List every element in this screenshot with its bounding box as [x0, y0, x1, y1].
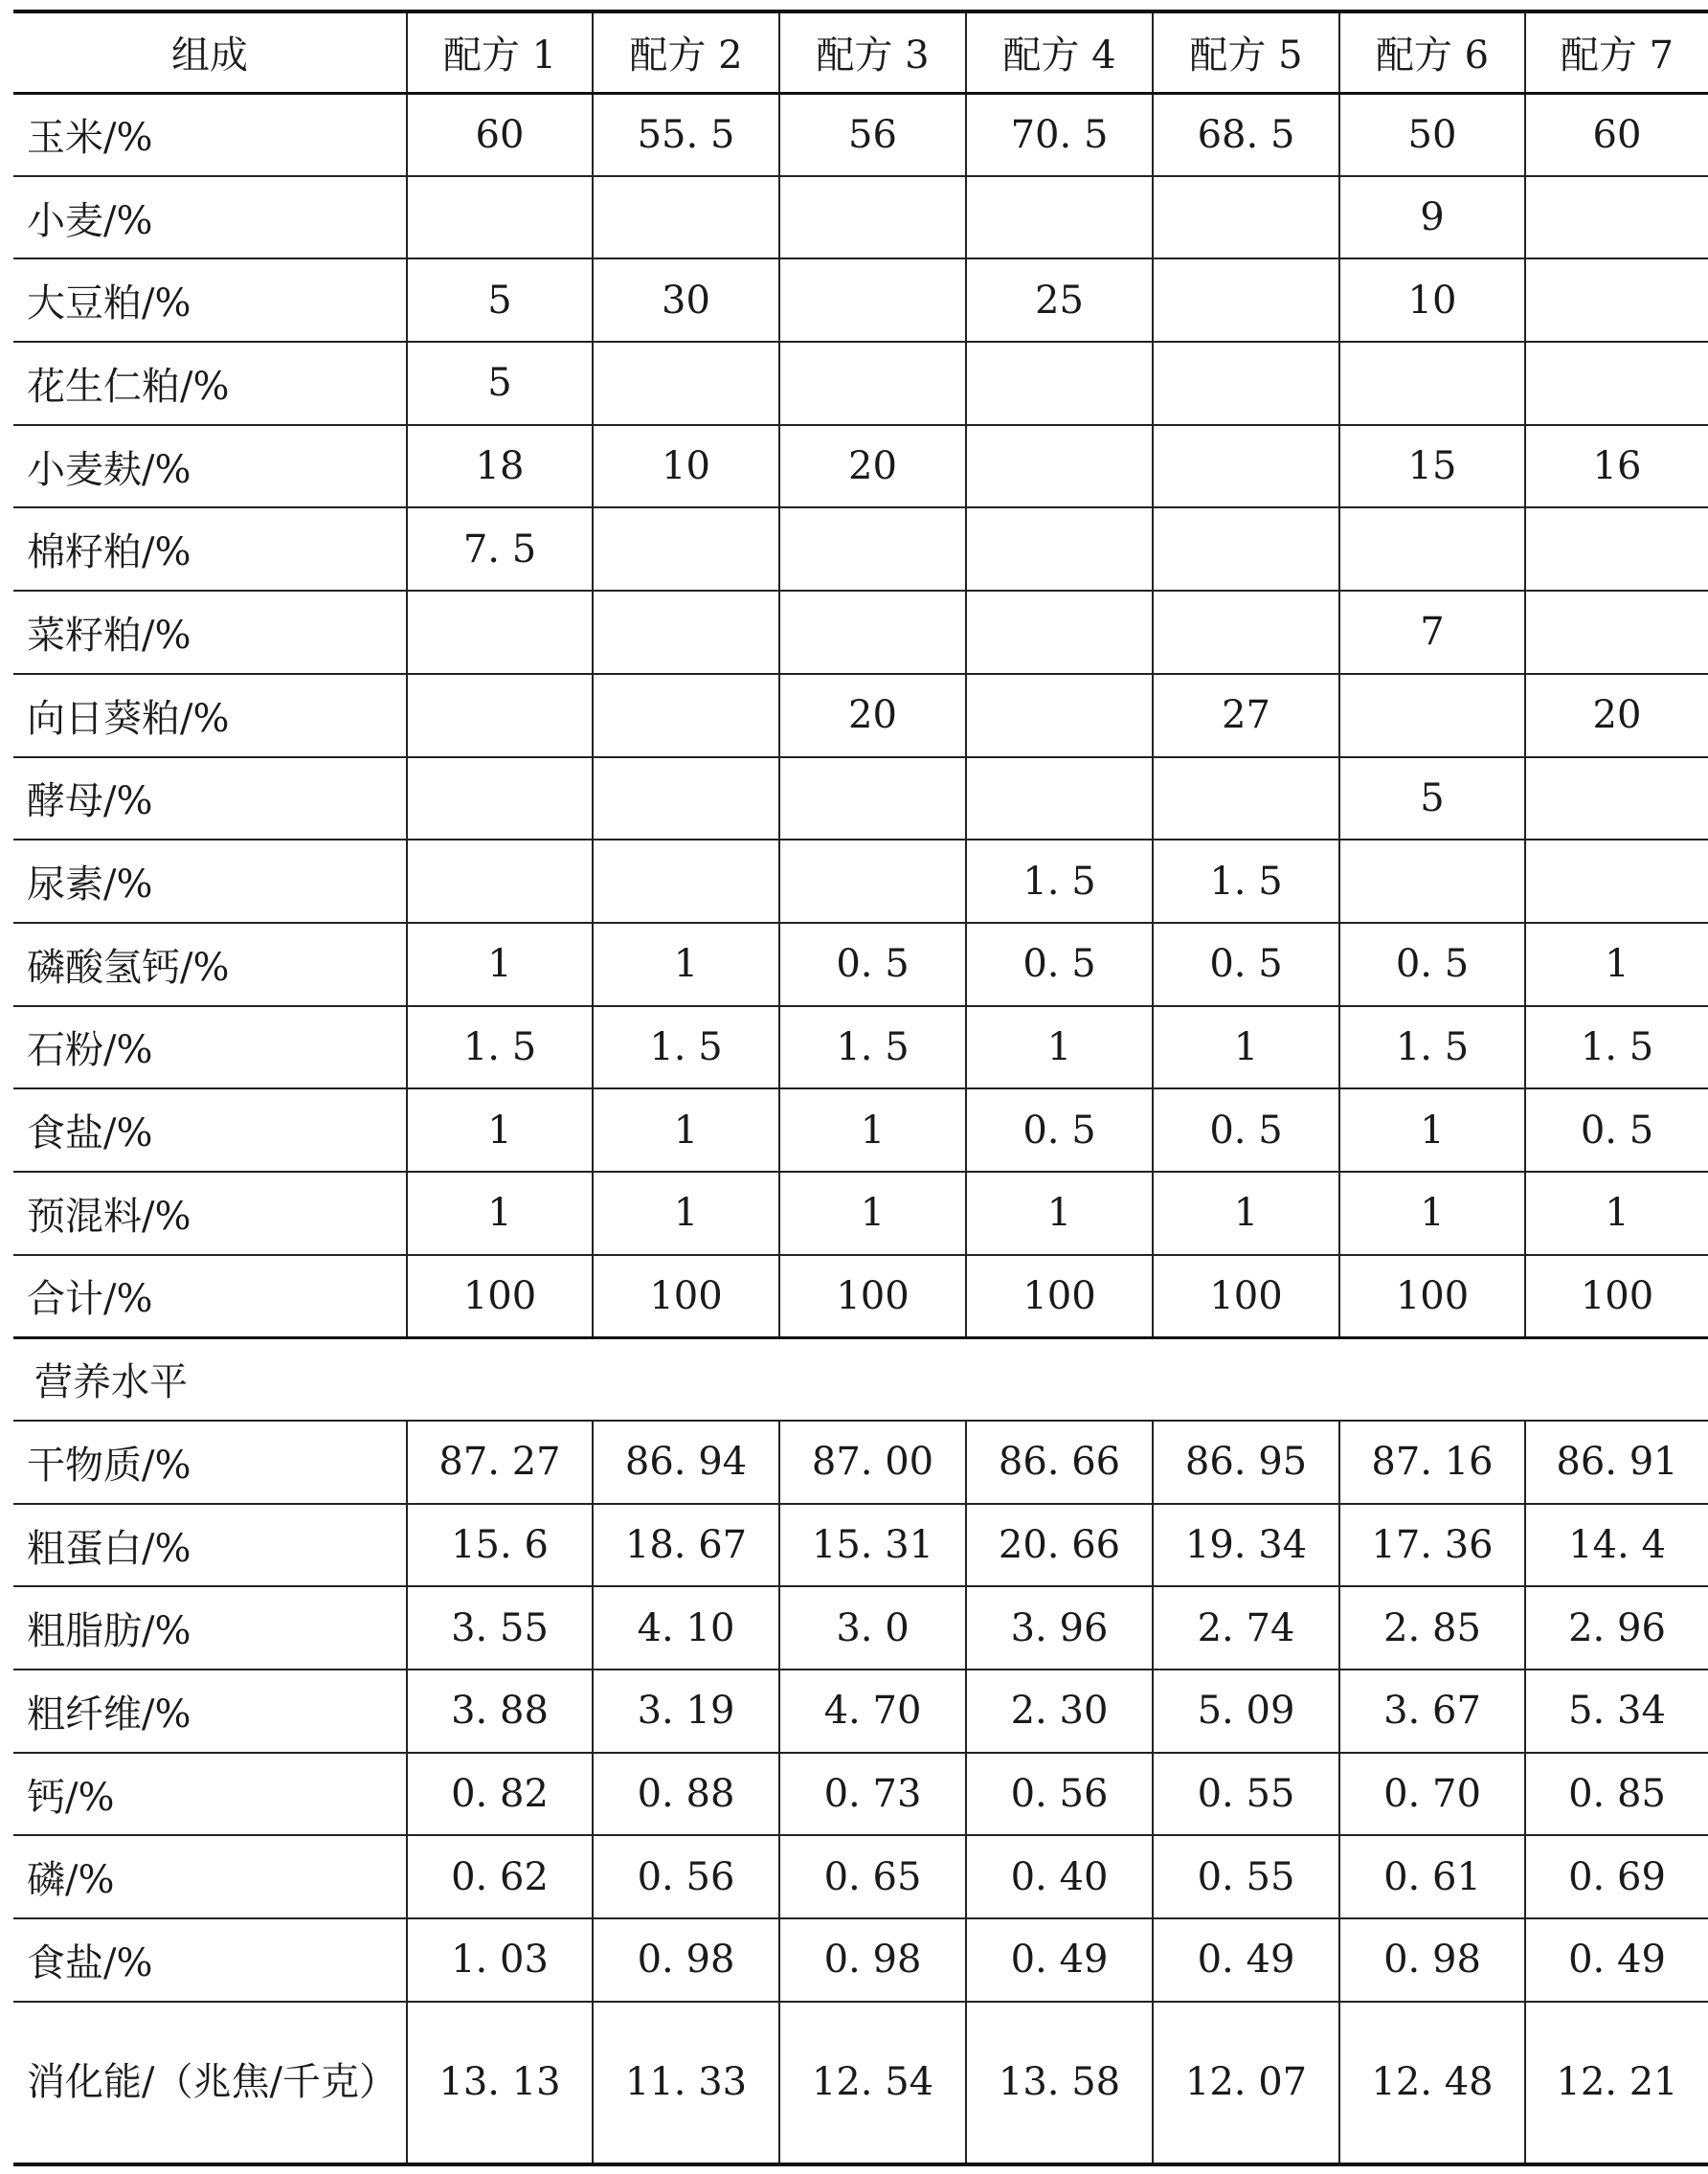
ingredient-row — [13, 1006, 1708, 1089]
value-cell: 0. 55 — [1153, 1835, 1339, 1918]
header-formula-6: 配方 6 — [1339, 11, 1525, 93]
feed-formula-table — [13, 10, 1708, 2166]
value-cell: 0. 69 — [1525, 1835, 1708, 1918]
value-cell — [1339, 342, 1525, 425]
header-formula-5: 配方 5 — [1153, 11, 1339, 93]
value-cell: 12. 54 — [779, 2002, 966, 2164]
value-cell: 100 — [407, 1255, 593, 1338]
value-cell: 0. 40 — [966, 1835, 1153, 1918]
value-cell: 15. 31 — [779, 1504, 966, 1587]
value-cell: 0. 56 — [593, 1835, 779, 1918]
header-formula-1: 配方 1 — [407, 11, 593, 93]
value-cell: 13. 58 — [966, 2002, 1153, 2164]
value-cell: 1 — [1339, 1088, 1525, 1172]
value-cell: 100 — [1339, 1255, 1525, 1338]
row-label: 大豆粕/% — [13, 258, 407, 342]
value-cell: 70. 5 — [966, 93, 1153, 176]
value-cell — [966, 342, 1153, 425]
value-cell — [966, 425, 1153, 508]
ingredient-row — [13, 1255, 1708, 1338]
value-cell: 2. 74 — [1153, 1586, 1339, 1670]
value-cell: 56 — [779, 93, 966, 176]
value-cell — [966, 674, 1153, 757]
section-label: 营养水平 — [13, 1337, 1708, 1421]
value-cell: 5 — [407, 258, 593, 342]
value-cell: 17. 36 — [1339, 1504, 1525, 1587]
value-cell: 1 — [966, 1172, 1153, 1255]
value-cell: 3. 55 — [407, 1586, 593, 1670]
value-cell: 1. 5 — [593, 1006, 779, 1089]
value-cell: 3. 88 — [407, 1670, 593, 1753]
value-cell: 13. 13 — [407, 2002, 593, 2164]
value-cell: 87. 00 — [779, 1421, 966, 1504]
value-cell: 0. 5 — [1153, 1088, 1339, 1172]
ingredient-row — [13, 923, 1708, 1006]
value-cell — [593, 840, 779, 923]
value-cell: 30 — [593, 258, 779, 342]
value-cell: 10 — [1339, 258, 1525, 342]
value-cell: 3. 0 — [779, 1586, 966, 1670]
value-cell: 1 — [407, 1088, 593, 1172]
value-cell: 86. 94 — [593, 1421, 779, 1504]
value-cell: 100 — [1525, 1255, 1708, 1338]
value-cell: 0. 88 — [593, 1753, 779, 1836]
value-cell — [1525, 342, 1708, 425]
value-cell: 7 — [1339, 591, 1525, 674]
value-cell: 4. 10 — [593, 1586, 779, 1670]
header-formula-7: 配方 7 — [1525, 11, 1708, 93]
nutrient-row — [13, 2002, 1708, 2164]
value-cell — [407, 591, 593, 674]
value-cell: 4. 70 — [779, 1670, 966, 1753]
nutrient-row — [13, 1421, 1708, 1504]
value-cell: 15. 6 — [407, 1504, 593, 1587]
row-label: 粗纤维/% — [13, 1670, 407, 1753]
value-cell — [593, 674, 779, 757]
row-label: 磷/% — [13, 1835, 407, 1918]
value-cell: 2. 85 — [1339, 1586, 1525, 1670]
row-label: 粗蛋白/% — [13, 1504, 407, 1587]
value-cell: 7. 5 — [407, 507, 593, 591]
value-cell: 86. 91 — [1525, 1421, 1708, 1504]
section-row — [13, 1337, 1708, 1421]
ingredient-row — [13, 674, 1708, 757]
value-cell: 87. 27 — [407, 1421, 593, 1504]
value-cell: 1 — [593, 1088, 779, 1172]
ingredient-row — [13, 1172, 1708, 1255]
value-cell: 1 — [1153, 1172, 1339, 1255]
nutrient-row — [13, 1835, 1708, 1918]
nutrient-row — [13, 1586, 1708, 1670]
value-cell: 0. 73 — [779, 1753, 966, 1836]
row-label: 消化能/（兆焦/千克） — [13, 2002, 407, 2164]
header-formula-3: 配方 3 — [779, 11, 966, 93]
value-cell: 12. 07 — [1153, 2002, 1339, 2164]
value-cell: 1 — [593, 1172, 779, 1255]
value-cell: 1 — [593, 923, 779, 1006]
value-cell: 1 — [779, 1172, 966, 1255]
value-cell: 55. 5 — [593, 93, 779, 176]
value-cell: 2. 30 — [966, 1670, 1153, 1753]
value-cell: 0. 5 — [1339, 923, 1525, 1006]
row-label: 棉籽粕/% — [13, 507, 407, 591]
value-cell: 1. 5 — [966, 840, 1153, 923]
row-label: 菜籽粕/% — [13, 591, 407, 674]
value-cell: 3. 96 — [966, 1586, 1153, 1670]
value-cell — [593, 591, 779, 674]
value-cell: 25 — [966, 258, 1153, 342]
value-cell: 60 — [407, 93, 593, 176]
value-cell: 14. 4 — [1525, 1504, 1708, 1587]
value-cell: 5. 34 — [1525, 1670, 1708, 1753]
value-cell: 1 — [1525, 1172, 1708, 1255]
value-cell: 19. 34 — [1153, 1504, 1339, 1587]
value-cell — [966, 176, 1153, 259]
row-label: 石粉/% — [13, 1006, 407, 1089]
value-cell: 1 — [779, 1088, 966, 1172]
value-cell: 1. 5 — [1339, 1006, 1525, 1089]
nutrient-row — [13, 1918, 1708, 2002]
nutrient-row — [13, 1504, 1708, 1587]
value-cell: 0. 61 — [1339, 1835, 1525, 1918]
value-cell: 0. 49 — [1525, 1918, 1708, 2002]
value-cell — [593, 507, 779, 591]
value-cell: 1. 5 — [1153, 840, 1339, 923]
value-cell: 3. 67 — [1339, 1670, 1525, 1753]
value-cell: 10 — [593, 425, 779, 508]
value-cell — [1153, 258, 1339, 342]
value-cell: 0. 65 — [779, 1835, 966, 1918]
value-cell — [407, 757, 593, 840]
value-cell: 0. 62 — [407, 1835, 593, 1918]
value-cell: 68. 5 — [1153, 93, 1339, 176]
value-cell — [593, 342, 779, 425]
value-cell — [966, 591, 1153, 674]
ingredient-row — [13, 507, 1708, 591]
nutrient-row — [13, 1670, 1708, 1753]
value-cell: 0. 98 — [779, 1918, 966, 2002]
row-label: 粗脂肪/% — [13, 1586, 407, 1670]
value-cell: 0. 55 — [1153, 1753, 1339, 1836]
row-label: 尿素/% — [13, 840, 407, 923]
value-cell — [593, 757, 779, 840]
value-cell — [1153, 507, 1339, 591]
value-cell: 1. 5 — [407, 1006, 593, 1089]
value-cell — [407, 840, 593, 923]
row-label: 向日葵粕/% — [13, 674, 407, 757]
value-cell — [779, 342, 966, 425]
ingredient-row — [13, 757, 1708, 840]
ingredient-row — [13, 342, 1708, 425]
value-cell: 0. 82 — [407, 1753, 593, 1836]
value-cell: 18. 67 — [593, 1504, 779, 1587]
value-cell: 5. 09 — [1153, 1670, 1339, 1753]
value-cell: 20 — [1525, 674, 1708, 757]
value-cell: 0. 98 — [593, 1918, 779, 2002]
value-cell — [779, 176, 966, 259]
value-cell — [1153, 591, 1339, 674]
header-formula-4: 配方 4 — [966, 11, 1153, 93]
value-cell: 0. 98 — [1339, 1918, 1525, 2002]
value-cell: 0. 5 — [966, 923, 1153, 1006]
value-cell — [779, 840, 966, 923]
value-cell — [1339, 840, 1525, 923]
row-label: 食盐/% — [13, 1918, 407, 2002]
value-cell: 3. 19 — [593, 1670, 779, 1753]
value-cell: 27 — [1153, 674, 1339, 757]
value-cell — [1525, 258, 1708, 342]
row-label: 小麦/% — [13, 176, 407, 259]
value-cell: 1. 03 — [407, 1918, 593, 2002]
value-cell — [1153, 425, 1339, 508]
value-cell: 0. 5 — [779, 923, 966, 1006]
value-cell: 18 — [407, 425, 593, 508]
value-cell: 1 — [1339, 1172, 1525, 1255]
value-cell: 1 — [966, 1006, 1153, 1089]
value-cell — [1153, 176, 1339, 259]
value-cell: 100 — [966, 1255, 1153, 1338]
value-cell: 100 — [1153, 1255, 1339, 1338]
value-cell: 50 — [1339, 93, 1525, 176]
header-row — [13, 11, 1708, 93]
value-cell: 16 — [1525, 425, 1708, 508]
value-cell: 0. 85 — [1525, 1753, 1708, 1836]
value-cell — [407, 674, 593, 757]
header-composition: 组成 — [13, 11, 407, 93]
value-cell — [779, 591, 966, 674]
value-cell: 86. 66 — [966, 1421, 1153, 1504]
value-cell: 100 — [593, 1255, 779, 1338]
value-cell: 12. 21 — [1525, 2002, 1708, 2164]
value-cell: 2. 96 — [1525, 1586, 1708, 1670]
row-label: 钙/% — [13, 1753, 407, 1836]
ingredient-row — [13, 425, 1708, 508]
row-label: 食盐/% — [13, 1088, 407, 1172]
value-cell: 100 — [779, 1255, 966, 1338]
ingredient-row — [13, 176, 1708, 259]
value-cell: 9 — [1339, 176, 1525, 259]
value-cell: 87. 16 — [1339, 1421, 1525, 1504]
value-cell: 86. 95 — [1153, 1421, 1339, 1504]
value-cell — [779, 258, 966, 342]
value-cell: 5 — [407, 342, 593, 425]
row-label: 磷酸氢钙/% — [13, 923, 407, 1006]
value-cell — [407, 176, 593, 259]
value-cell: 0. 49 — [1153, 1918, 1339, 2002]
value-cell — [593, 176, 779, 259]
ingredient-row — [13, 93, 1708, 176]
value-cell — [1153, 342, 1339, 425]
value-cell: 0. 5 — [1153, 923, 1339, 1006]
value-cell — [1525, 507, 1708, 591]
nutrient-row — [13, 1753, 1708, 1836]
value-cell: 20 — [779, 425, 966, 508]
ingredient-row — [13, 591, 1708, 674]
value-cell: 60 — [1525, 93, 1708, 176]
row-label: 花生仁粕/% — [13, 342, 407, 425]
value-cell — [966, 507, 1153, 591]
value-cell: 11. 33 — [593, 2002, 779, 2164]
value-cell: 0. 5 — [1525, 1088, 1708, 1172]
value-cell — [779, 507, 966, 591]
header-formula-2: 配方 2 — [593, 11, 779, 93]
value-cell: 1 — [407, 923, 593, 1006]
value-cell: 20 — [779, 674, 966, 757]
value-cell — [1525, 757, 1708, 840]
value-cell — [966, 757, 1153, 840]
value-cell — [1339, 674, 1525, 757]
row-label: 玉米/% — [13, 93, 407, 176]
value-cell: 5 — [1339, 757, 1525, 840]
value-cell: 1 — [1525, 923, 1708, 1006]
row-label: 合计/% — [13, 1255, 407, 1338]
value-cell: 1. 5 — [779, 1006, 966, 1089]
value-cell: 12. 48 — [1339, 2002, 1525, 2164]
value-cell: 15 — [1339, 425, 1525, 508]
value-cell: 1 — [1153, 1006, 1339, 1089]
value-cell — [779, 757, 966, 840]
row-label: 酵母/% — [13, 757, 407, 840]
row-label: 预混料/% — [13, 1172, 407, 1255]
ingredient-row — [13, 1088, 1708, 1172]
value-cell: 1. 5 — [1525, 1006, 1708, 1089]
value-cell: 20. 66 — [966, 1504, 1153, 1587]
value-cell: 0. 56 — [966, 1753, 1153, 1836]
value-cell: 0. 70 — [1339, 1753, 1525, 1836]
value-cell: 1 — [407, 1172, 593, 1255]
value-cell: 0. 5 — [966, 1088, 1153, 1172]
row-label: 干物质/% — [13, 1421, 407, 1504]
value-cell — [1525, 176, 1708, 259]
ingredient-row — [13, 840, 1708, 923]
value-cell — [1525, 591, 1708, 674]
row-label: 小麦麸/% — [13, 425, 407, 508]
value-cell — [1153, 757, 1339, 840]
value-cell: 0. 49 — [966, 1918, 1153, 2002]
value-cell — [1339, 507, 1525, 591]
ingredient-row — [13, 258, 1708, 342]
value-cell — [1525, 840, 1708, 923]
